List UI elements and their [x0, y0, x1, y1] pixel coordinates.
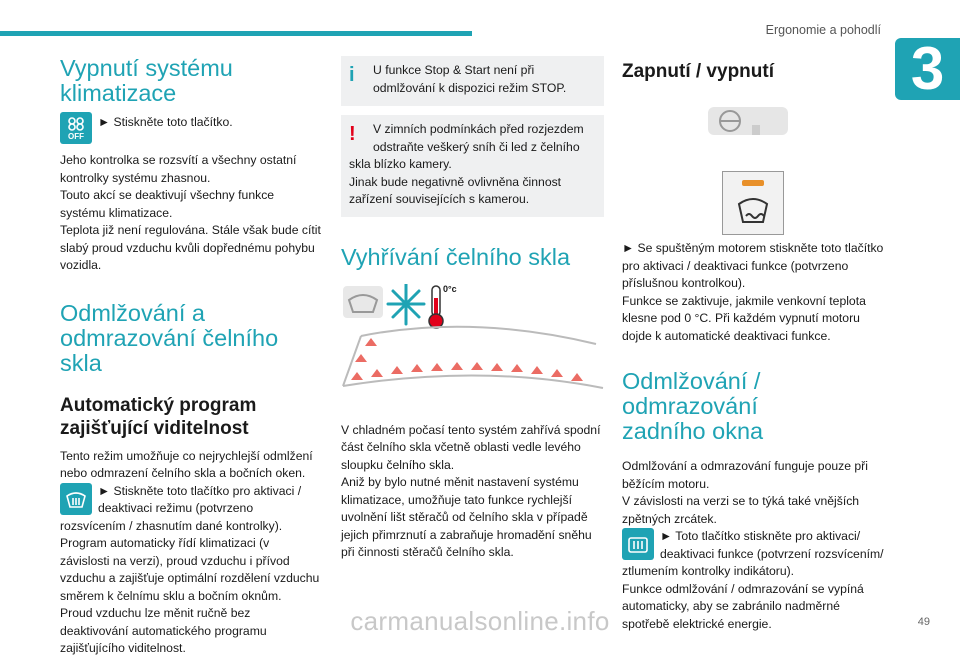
paragraph: Tento režim umožňuje co nejrychlejší odmlžení nebo odmrazení čelního skla a bočních oken.	[60, 448, 313, 480]
info-box	[341, 56, 604, 106]
subsection-title: Automatický program zajišťující viditelnost	[60, 394, 257, 439]
step-text: ► Toto tlačítko stiskněte pro aktivaci/ deaktivaci funkce (potvrzení rozsvícením/ ztlumením kontrolky indikátoru).	[622, 529, 884, 578]
paragraph: Aniž by bylo nutné měnit nastavení systému klimatizace, umožňuje tato funkce rychlejší uvolnění lišt stěračů od čelního skla v případě jejich přimrznutí a zabraňuje hromadění sněhu při činnosti stěračů čelního skla.	[341, 475, 592, 559]
windscreen-diagram	[341, 284, 604, 404]
header-accent-bar	[0, 31, 472, 36]
section-title-windscreen: Odmlžování a odmrazování čelního skla	[60, 299, 279, 376]
step-text: ► Stiskněte toto tlačítko pro aktivaci / deaktivaci režimu (potvrzeno rozsvícením / zhasnutím dané kontrolky).	[60, 483, 302, 533]
windscreen-demist-button-icon	[60, 483, 92, 515]
warning-text: V zimních podmínkách před rozjezdem odstraňte veškerý sníh či led z čelního skla blízko kamery.	[349, 122, 584, 171]
heated-windscreen-button[interactable]	[722, 171, 784, 235]
warning-text: Jinak bude negativně ovlivněna činnost zařízení souvisejících s kamerou.	[349, 174, 562, 206]
section-title-ac-off: Vypnutí systému klimatizace	[60, 55, 233, 106]
section-title-rear-window: Odmlžování / odmrazování zadního okna	[622, 368, 764, 444]
chapter-tab: 3	[895, 38, 960, 100]
paragraph: Odmlžování a odmrazování funguje pouze při běžícím motoru.	[622, 459, 868, 491]
paragraph: Program automaticky řídí klimatizaci (v závislosti na verzi), proud vzduchu i přívod vzduchu a zajišťuje optimální rozdělení vzduchu směrem k čelnímu sklu a bočním oknům.	[60, 536, 320, 603]
heated-windscreen-illustration	[341, 284, 604, 404]
paragraph: Funkce se zaktivuje, jakmile venkovní teplota klesne pod 0 °C. Při každém vypnutí motoru dojde k automatické deaktivaci funkce.	[622, 293, 866, 343]
watermark: carmanualsonline.info	[350, 606, 610, 636]
warning-icon: !	[349, 123, 356, 145]
ac-off-icon-label: OFF	[68, 131, 84, 141]
step-text: ► Stiskněte toto tlačítko.	[98, 115, 233, 129]
step-visibility	[60, 483, 322, 536]
indicator-light	[742, 180, 764, 186]
column-1	[60, 56, 322, 658]
step-ac-off	[60, 112, 322, 146]
steering-control-icon	[708, 103, 790, 139]
paragraph: ► Se spuštěným motorem stiskněte toto tlačítko pro aktivaci / deaktivaci funkce (potvrzeno příslušnou kontrolkou).	[622, 241, 884, 290]
paragraph: Jeho kontrolka se rozsvítí a všechny ostatní kontrolky systému zhasnou.	[60, 153, 297, 185]
step-rear-window	[622, 528, 885, 581]
paragraph: V chladném počasí tento systém zahřívá spodní část čelního skla včetně oblasti vedle levého sloupku čelního skla.	[341, 422, 601, 472]
section-title-on-off: Zapnutí / vypnutí	[622, 61, 774, 82]
rear-window-demist-button-icon	[622, 528, 654, 560]
paragraph: Touto akcí se deaktivují všechny funkce systému klimatizace.	[60, 188, 275, 220]
section-title-heated-windscreen: Vyhřívání čelního skla	[341, 243, 571, 270]
page-number: 49	[917, 616, 930, 628]
info-icon: i	[349, 64, 355, 86]
temperature-label: 0°c	[443, 283, 457, 294]
column-3	[622, 56, 885, 633]
column-2	[341, 56, 604, 562]
paragraph: Funkce odmlžování / odmrazování se vypíná automaticky, aby se zabránilo nadměrné spotřebě elektrické energie.	[622, 581, 864, 631]
running-header: Ergonomie a pohodlí	[765, 23, 881, 37]
ac-off-button-icon	[60, 112, 92, 144]
windscreen-heat-icon	[736, 194, 770, 224]
paragraph: V závislosti na verzi se to týká také vnějších zpětných zrcátek.	[622, 494, 860, 526]
warning-box	[341, 115, 604, 217]
heated-windscreen-controls	[622, 83, 885, 233]
paragraph: Proud vzduchu lze měnit ručně bez deaktivování automatického programu zajišťujícího viditelnost.	[60, 606, 267, 655]
info-text: U funkce Stop & Start není při odmlžování k dispozici režim STOP.	[373, 63, 567, 95]
paragraph: Teplota již není regulována. Stále však bude cítit slabý proud vzduchu kvůli dopřednému pohybu vozidla.	[60, 223, 321, 272]
